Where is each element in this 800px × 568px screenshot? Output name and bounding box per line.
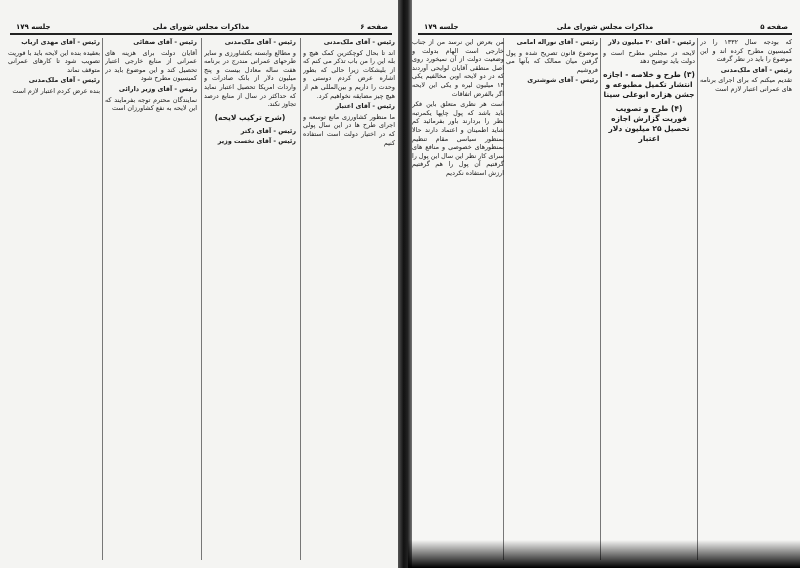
session-number: جلسه ۱۷۹ bbox=[16, 23, 51, 31]
page-number: صفحه ۶ bbox=[360, 23, 388, 31]
session-number: جلسه ۱۷۹ bbox=[424, 23, 459, 31]
section-heading: (۴) طرح و تصویب فوریت گزارش اجازه تحصیل ۲۵ میلیون دلار اعتبار bbox=[608, 103, 690, 143]
column-divider bbox=[600, 38, 601, 560]
speaker-line: رئیس - آقای نوراله امامی bbox=[516, 38, 598, 46]
column-divider bbox=[102, 38, 103, 560]
speaker-line: رئیس - آقای اعتبار bbox=[335, 102, 395, 111]
paragraph: بعقیده بنده این لایحه باید با فوریت تصویب شود تا کارهای عمرانی متوقف نماند bbox=[8, 48, 100, 74]
header-rule bbox=[418, 33, 792, 35]
text-column bbox=[303, 38, 395, 560]
paragraph: ما منظور کشاورزی مانع توسعه و اجرای طرح ها در این سال پولی که در اختیار دولت است استفاده کنیم bbox=[303, 112, 395, 147]
section-heading: (شرح ترکیب لایحه) bbox=[214, 112, 286, 122]
speaker-line: رئیس - آقای وزیر دارائی bbox=[118, 84, 197, 93]
paragraph: بنده عرض کردم اعتبار لازم است bbox=[12, 86, 100, 95]
book-spine bbox=[398, 0, 412, 568]
paragraph: نمایندگان محترم توجه بفرمایند که این لایحه به نفع کشاورزان است bbox=[105, 95, 197, 113]
speaker-line: رئیس - آقای ملک‌مدنی bbox=[323, 38, 395, 46]
paragraph: آقایان دولت برای هزینه های عمرانی از منابع خارجی اعتبار تحصیل کند و این موضوع باید در کمیسیون مطرح شود bbox=[105, 48, 197, 83]
page-header bbox=[10, 20, 392, 34]
page-number: صفحه ۵ bbox=[760, 23, 788, 31]
speaker-line: رئیس - آقای دکتر bbox=[240, 126, 296, 135]
paragraph: من بعرض این نرسد من از جناب خارجی است الهام بدولت و وضعیت دولت از آن نمیخورد روی اصل منطقی آقایان لوایحی آوردند که در دو لایحه اوبن مخالفیم یکی ۱۴ میلیون لیره و یکی این لایحه اگر بالفرض اتفاقات bbox=[412, 38, 504, 98]
text-column bbox=[105, 38, 197, 560]
speaker-line: رئیس - آقای ملک‌مدنی bbox=[224, 38, 296, 46]
speaker-line: رئیس - آقای ملک‌مدنی bbox=[720, 65, 792, 74]
page-header bbox=[418, 20, 792, 34]
column-divider bbox=[300, 38, 301, 560]
speaker-line: رئیس - آقای شوشتری bbox=[527, 76, 598, 85]
speaker-line: رئیس - آقای نخست وزیر bbox=[217, 137, 296, 146]
paragraph: اند تا بحال کوچکترین کمک هیچ و بله این را من باب تذکر می کنم که از بلیشکات زیرا حالی که بطور اشاره عرض کردم دوستی و وحدت را داریم و بین‌المللی هم از هیچ چیز مضایقه نخواهیم کرد. bbox=[303, 48, 395, 100]
text-column bbox=[204, 38, 296, 560]
speaker-line: رئیس - آقای ملک‌مدنی bbox=[28, 76, 100, 85]
running-title: مذاکرات مجلس شورای ملی bbox=[152, 23, 250, 31]
paragraph: و مطالع وابسته بکشاورزی و سایر طرحهای عمرانی مندرج در برنامه هفت ساله معادل بیست و پنج میلیون دلار از بانک صادرات و واردات امریکا تحصیل اعتبار نماید که حداکثر در سال از منابع درصد تجاوز نکند. bbox=[204, 48, 296, 109]
text-column bbox=[603, 38, 695, 560]
speaker-line: رئیس - آقای مهدی ارباب bbox=[21, 38, 100, 46]
text-column bbox=[700, 38, 792, 560]
right-page bbox=[408, 0, 800, 568]
paragraph: موضوع قانون تصریح شده و پول گرفتن میان ممالک که بآنها می فروشیم bbox=[506, 48, 598, 74]
text-column bbox=[8, 38, 100, 560]
paragraph: که بودجه سال ۱۳۳۲ را در کمیسیون مطرح کرده اند و این موضوع را باید در نظر گرفت bbox=[700, 38, 792, 64]
running-title: مذاکرات مجلس شورای ملی bbox=[556, 23, 654, 31]
paragraph: تقدیم میکنم که برای اجرای برنامه های عمرانی اعتبار لازم است bbox=[700, 76, 792, 93]
speaker-line: رئیس - آقای ۲۰ میلیون دلار bbox=[608, 38, 695, 46]
text-column bbox=[506, 38, 598, 560]
text-column bbox=[412, 38, 504, 560]
column-divider bbox=[201, 38, 202, 560]
paragraph: لایحه در مجلس مطرح است و دولت باید توضیح دهد bbox=[603, 48, 695, 66]
scan-shadow bbox=[408, 540, 800, 568]
speaker-line: رئیس - آقای صفائی bbox=[133, 38, 197, 46]
column-divider bbox=[697, 38, 698, 560]
paragraph: است هر نظری متعلق باین فکر باید باشد که پول چاپها یکمرتبه نظر را بردارند باور بفرمائید کم شاید اطمینان و اعتماد دارند حالا بمنظور سیاسی مقام تنظیم بمنظورهای خصوصی و منافع های سرای کار نظر این سال این پول را گرفتیم آن پول را هم گرفتیم ارزش استفاده نکردیم bbox=[412, 100, 504, 177]
section-heading: (۳) طرح و خلاصه - اجازه انتشار تکمیل مطبوعه و جشن هزاره ابوعلی سینا bbox=[603, 69, 695, 99]
header-rule bbox=[10, 33, 392, 35]
